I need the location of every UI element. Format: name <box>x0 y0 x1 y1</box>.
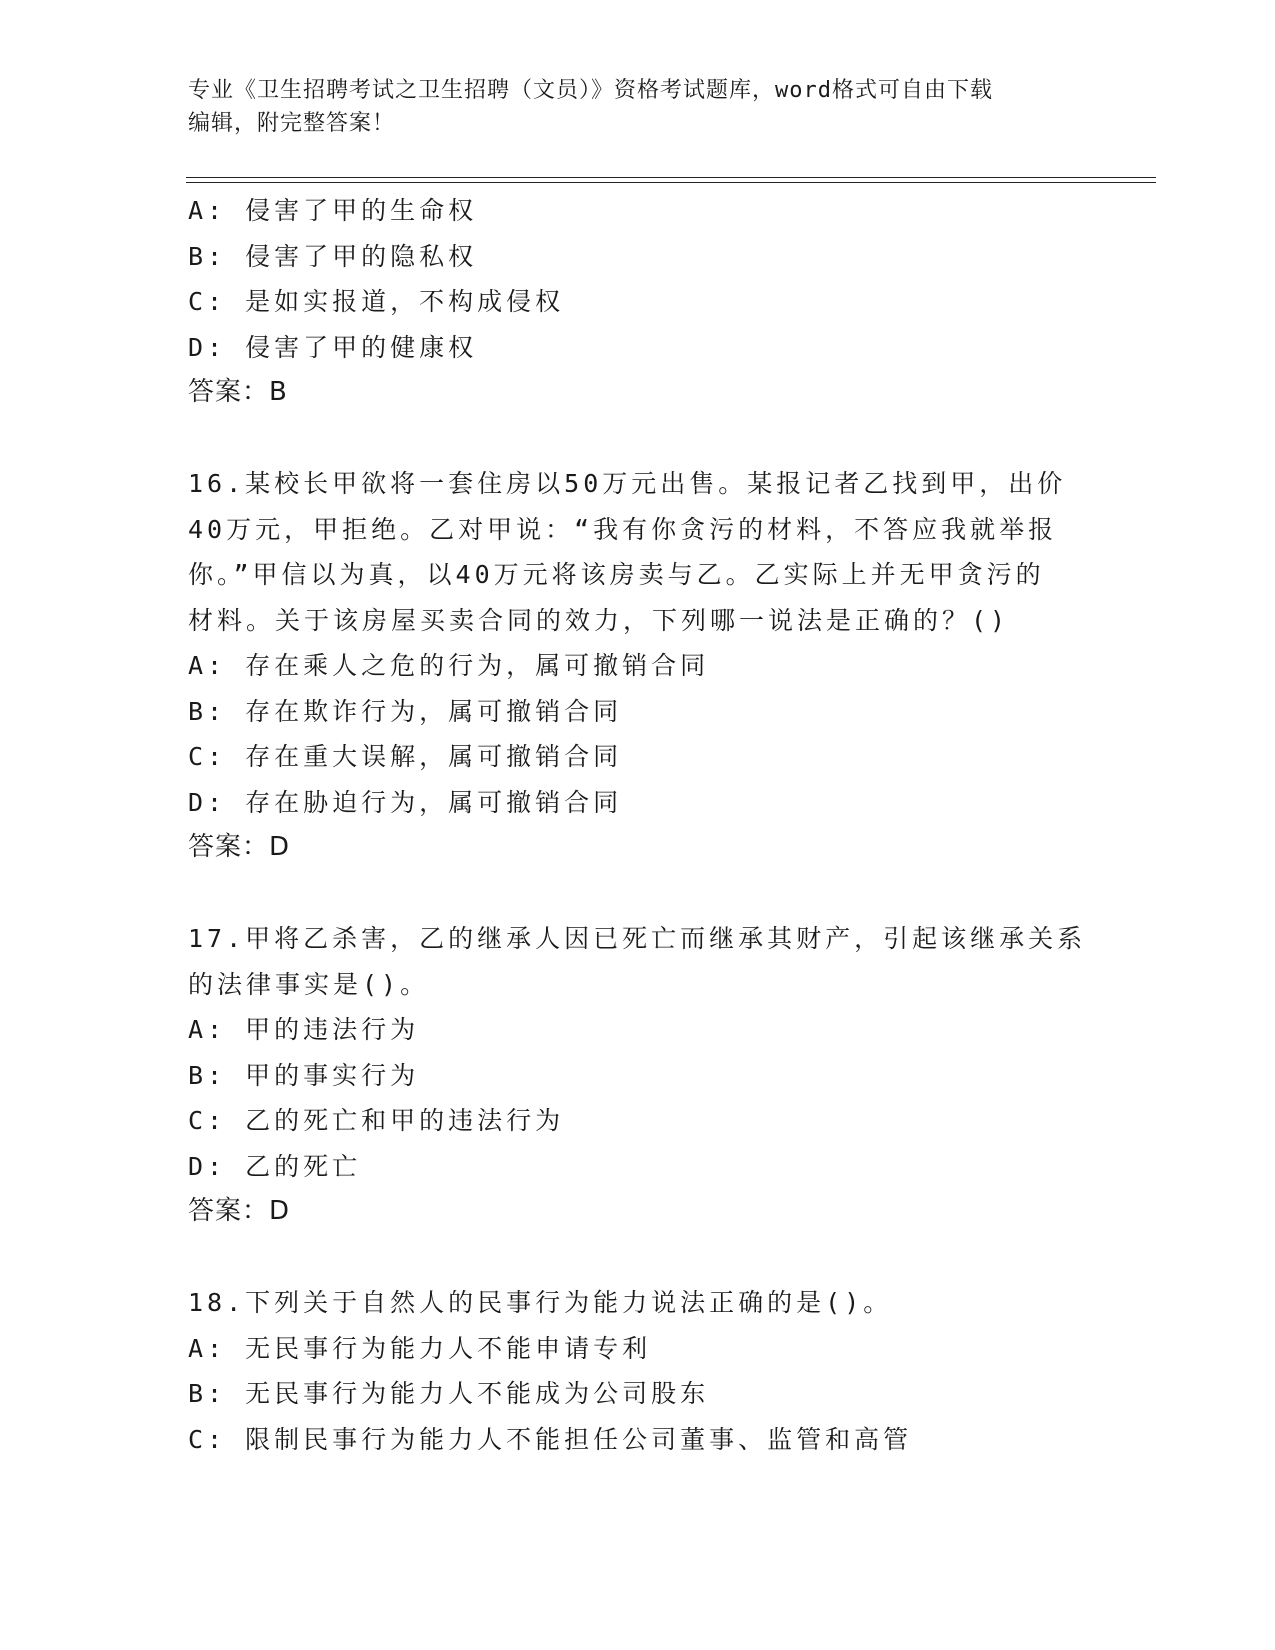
header-line-2: 编辑，附完整答案！ <box>188 111 396 136</box>
question-content <box>188 188 1088 1462</box>
option-b: B: 存在欺诈行为，属可撤销合同 <box>188 696 623 726</box>
question-stem-line: 40万元，甲拒绝。乙对甲说：“我有你贪污的材料，不答应我就举报 <box>188 514 1058 544</box>
question-spacer <box>188 871 1088 917</box>
option-b: B: 侵害了甲的隐私权 <box>188 241 478 271</box>
option-c: C: 存在重大误解，属可撤销合同 <box>188 742 623 771</box>
question-spacer <box>188 1235 1088 1281</box>
question-16 <box>188 461 1088 871</box>
option-d: D: 乙的死亡 <box>188 1151 362 1181</box>
question-stem-line: 材料。关于该房屋买卖合同的效力，下列哪一说法是正确的？() <box>188 605 1010 635</box>
option-d: D: 存在胁迫行为，属可撤销合同 <box>188 787 623 817</box>
option-c: C: 是如实报道，不构成侵权 <box>188 287 565 316</box>
option-a: A: 甲的违法行为 <box>188 1015 420 1044</box>
question-17 <box>188 916 1088 1235</box>
option-b: B: 甲的事实行为 <box>188 1060 420 1090</box>
question-stem-line: 17.甲将乙杀害，乙的继承人因已死亡而继承其财产，引起该继承关系 <box>188 924 1087 953</box>
question-spacer <box>188 416 1088 462</box>
question-stem-line: 18.下列关于自然人的民事行为能力说法正确的是()。 <box>188 1288 893 1317</box>
option-a: A: 无民事行为能力人不能申请专利 <box>188 1333 652 1363</box>
option-a: A: 存在乘人之危的行为，属可撤销合同 <box>188 651 710 680</box>
answer-line: 答案：D <box>188 1196 291 1226</box>
option-a: A: 侵害了甲的生命权 <box>188 196 478 225</box>
option-c: C: 乙的死亡和甲的违法行为 <box>188 1106 565 1135</box>
header-divider-bottom <box>186 182 1156 183</box>
option-d: D: 侵害了甲的健康权 <box>188 332 478 362</box>
question-15 <box>188 188 1088 416</box>
question-18 <box>188 1280 1088 1462</box>
question-stem-line: 你。”甲信以为真，以40万元将该房卖与乙。乙实际上并无甲贪污的 <box>188 560 1045 589</box>
question-stem-line: 的法律事实是()。 <box>188 969 430 999</box>
answer-line: 答案：B <box>188 377 288 407</box>
option-c: C: 限制民事行为能力人不能担任公司董事、监管和高管 <box>188 1424 913 1454</box>
answer-line: 答案：D <box>188 832 291 862</box>
question-stem-line: 16.某校长甲欲将一套住房以50万元出售。某报记者乙找到甲，出价 <box>188 469 1067 498</box>
header-line-1: 专业《卫生招聘考试之卫生招聘（文员）》资格考试题库，word格式可自由下载 <box>188 78 993 103</box>
document-header <box>188 74 1088 140</box>
header-divider-top <box>186 177 1156 178</box>
option-b: B: 无民事行为能力人不能成为公司股东 <box>188 1379 710 1408</box>
